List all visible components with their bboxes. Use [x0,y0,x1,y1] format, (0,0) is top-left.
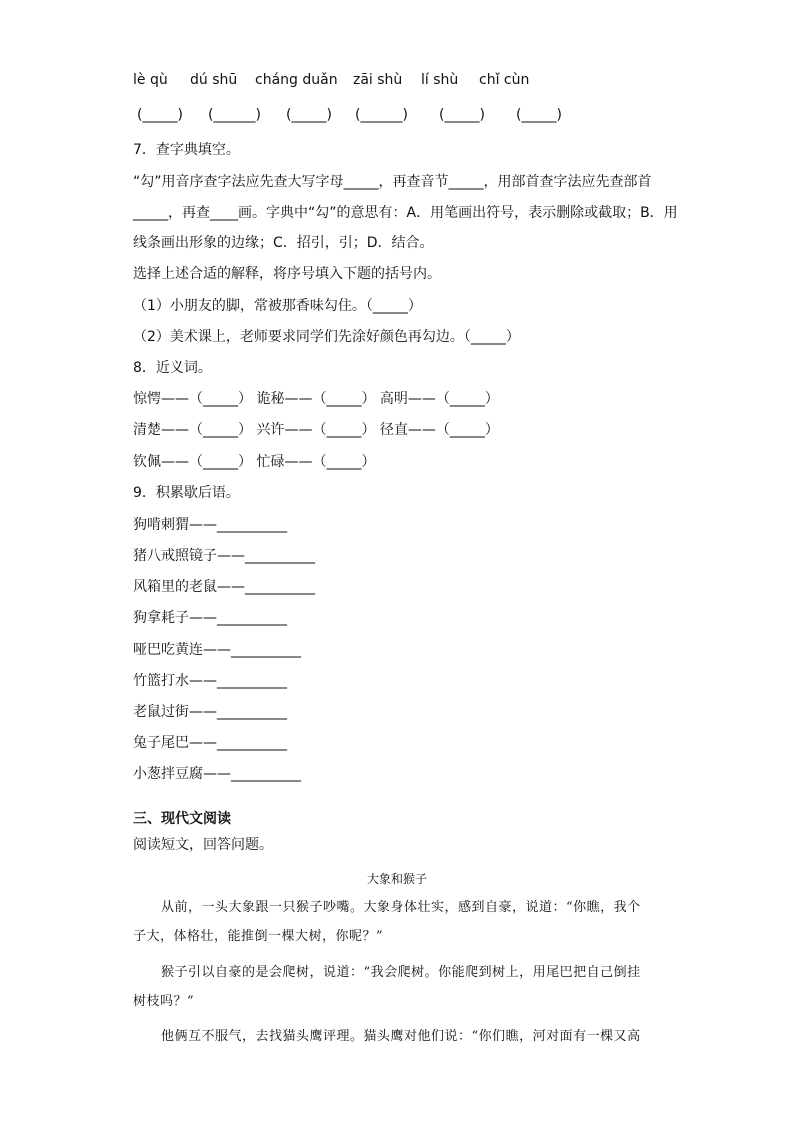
idiom-item: 猪八戒照镜子——__________ [133,548,315,564]
idiom-item: 风箱里的老鼠——__________ [133,579,315,595]
question-7-line: 选择上述合适的解释，将序号填入下题的括号内。 [133,266,441,282]
pinyin-2: dú shū [190,72,238,88]
answer-blank-4[interactable]: (______) [355,107,408,123]
story-paragraph: 子大，体格壮，能推倒一棵大树，你呢？” [133,929,384,944]
answer-blank-6[interactable]: (_____) [516,107,562,123]
synonym-row: 惊愕——（_____） 诡秘——（_____） 高明——（_____） [133,391,499,407]
pinyin-3: cháng duǎn [255,72,338,88]
answer-blank-3[interactable]: (_____) [286,107,332,123]
story-paragraph: 猴子引以自豪的是会爬树，说道：“我会爬树。你能爬到树上，用尾巴把自己倒挂 [161,965,641,980]
answer-blank-2[interactable]: (______) [208,107,261,123]
synonym-row: 钦佩——（_____） 忙碌——（_____） [133,454,376,470]
question-9-title: 9．积累歇后语。 [133,485,240,501]
idiom-item: 狗啃刺猬——__________ [133,517,287,533]
question-7-line: _____，再查____画。字典中“勾”的意思有：A．用笔画出符号，表示删除或截取；B．用 [133,205,678,221]
pinyin-1: lè qù [133,72,168,88]
question-7-title: 7．查字典填空。 [133,142,240,158]
synonym-row: 清楚——（_____） 兴许——（_____） 径直——（_____） [133,422,499,438]
idiom-item: 兔子尾巴——__________ [133,735,287,751]
idiom-item: 老鼠过街——__________ [133,704,287,720]
reading-instruction: 阅读短文，回答问题。 [133,837,273,853]
answer-blank-1[interactable]: (_____) [137,107,183,123]
story-paragraph: 他俩互不服气，去找猫头鹰评理。猫头鹰对他们说：“你们瞧，河对面有一棵又高 [161,1029,641,1044]
story-title: 大象和猴子 [366,872,427,886]
question-8-title: 8．近义词。 [133,360,212,376]
story-paragraph: 树枝吗？” [133,994,195,1009]
story-paragraph: 从前，一头大象跟一只猴子吵嘴。大象身体壮实，感到自豪，说道：“你瞧，我个 [161,900,641,915]
idiom-item: 竹篮打水——__________ [133,673,287,689]
question-7-subquestion: （2）美术课上，老师要求同学们先涂好颜色再勾边。（_____） [133,329,520,345]
idiom-item: 狗拿耗子——__________ [133,610,287,626]
answer-blank-5[interactable]: (_____) [439,107,485,123]
pinyin-4: zāi shù [353,72,403,88]
idiom-item: 哑巴吃黄连——__________ [133,642,301,658]
pinyin-5: lí shù [421,72,459,88]
question-7-line: “勾”用音序查字法应先查大写字母_____，再查音节_____，用部首查字法应先查部首 [133,174,652,190]
idiom-item: 小葱拌豆腐——__________ [133,766,301,782]
section-heading: 三、现代文阅读 [133,811,231,827]
question-7-line: 线条画出形象的边缘；C．招引，引；D．结合。 [133,235,434,251]
pinyin-6: chǐ cùn [479,72,530,88]
question-7-subquestion: （1）小朋友的脚，常被那香味勾住。（_____） [133,298,422,314]
